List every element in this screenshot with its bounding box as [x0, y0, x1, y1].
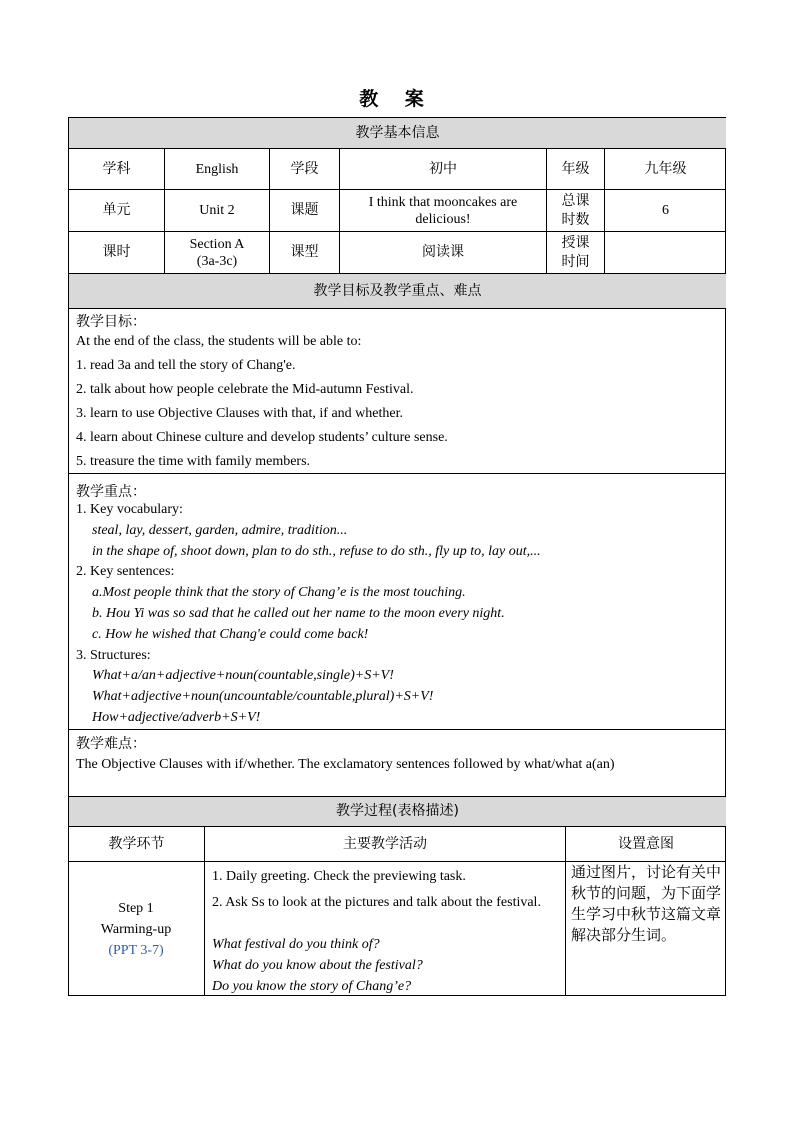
objectives-label: 教学目标： — [76, 314, 146, 330]
sentence-line: a.Most people think that the story of Chang’e is the most touching. — [92, 585, 466, 600]
step-subtitle: Warming-up — [100, 922, 172, 937]
col-header-purpose: 设置意图 — [565, 826, 726, 861]
grade-value: 九年级 — [604, 148, 726, 189]
topic-value: I think that mooncakes are delicious! — [339, 189, 546, 231]
structure-line: What+adjective+noun(uncountable/countable,plural)+S+V! — [92, 689, 434, 704]
sentence-line: c. How he wished that Chang'e could come back! — [92, 627, 369, 642]
basic-info-header: 教学基本信息 — [68, 117, 726, 148]
unit-value: Unit 2 — [164, 189, 269, 231]
question: What do you know about the festival? — [212, 958, 423, 973]
subject-label: 学科 — [68, 148, 164, 189]
subject-value: English — [164, 148, 269, 189]
document-title: 教 案 — [359, 88, 434, 110]
period-label: 课时 — [68, 231, 164, 273]
objectives-intro: At the end of the class, the students will be able to: — [76, 334, 362, 349]
total-periods-value: 6 — [604, 189, 726, 231]
teaching-time-value — [604, 231, 726, 273]
difficulty-label: 教学难点： — [76, 736, 146, 752]
sentence-line: b. Hou Yi was so sad that he called out her name to the moon every night. — [92, 606, 505, 621]
vocab-line: steal, lay, dessert, garden, admire, tradition... — [92, 523, 348, 538]
structure-line: How+adjective/adverb+S+V! — [92, 710, 261, 725]
objective-item: 4. learn about Chinese culture and develop students’ culture sense. — [76, 430, 448, 445]
structures-title: 3. Structures: — [76, 648, 151, 663]
topic-label: 课题 — [269, 189, 339, 231]
objective-item: 2. talk about how people celebrate the Mid-autumn Festival. — [76, 382, 414, 397]
question: Do you know the story of Chang’e? — [212, 979, 412, 994]
vocab-line: in the shape of, shoot down, plan to do sth., refuse to do sth., fly up to, lay out,... — [92, 544, 541, 559]
objective-item: 3. learn to use Objective Clauses with that, if and whether. — [76, 406, 403, 421]
question: What festival do you think of? — [212, 937, 380, 952]
activity-2: 2. Ask Ss to look at the pictures and talk about the festival. — [212, 895, 541, 910]
step-ppt-ref: (PPT 3-7) — [108, 943, 164, 958]
col-header-step: 教学环节 — [68, 826, 204, 861]
period-value: Section A (3a-3c) — [164, 231, 269, 273]
difficulty-text: The Objective Clauses with if/whether. The exclamatory sentences followed by what/what a(an) — [76, 757, 615, 772]
lesson-type-label: 课型 — [269, 231, 339, 273]
total-periods-label: 总课时数 — [546, 189, 604, 231]
grade-label: 年级 — [546, 148, 604, 189]
vocab-title: 1. Key vocabulary: — [76, 502, 183, 517]
purpose-text: 通过图片，讨论有关中秋节的问题，为下面学生学习中秋节这篇文章解决部分生词。 — [571, 863, 722, 944]
objectives-header: 教学目标及教学重点、难点 — [68, 273, 726, 308]
teaching-time-label: 授课时间 — [546, 231, 604, 273]
unit-label: 单元 — [68, 189, 164, 231]
sentences-title: 2. Key sentences: — [76, 564, 175, 579]
structure-line: What+a/an+adjective+noun(countable,single)+S+V! — [92, 668, 394, 683]
objective-item: 1. read 3a and tell the story of Chang'e. — [76, 358, 296, 373]
col-header-activity: 主要教学活动 — [204, 826, 565, 861]
key-points-label: 教学重点： — [76, 484, 146, 500]
lesson-type-value: 阅读课 — [339, 231, 546, 273]
process-header: 教学过程(表格描述) — [68, 796, 726, 826]
objective-item: 5. treasure the time with family members. — [76, 454, 311, 469]
stage-value: 初中 — [339, 148, 546, 189]
step-name: Step 1 — [118, 901, 154, 916]
step-name-block — [68, 898, 204, 961]
activity-1: 1. Daily greeting. Check the previewing task. — [212, 869, 466, 884]
stage-label: 学段 — [269, 148, 339, 189]
